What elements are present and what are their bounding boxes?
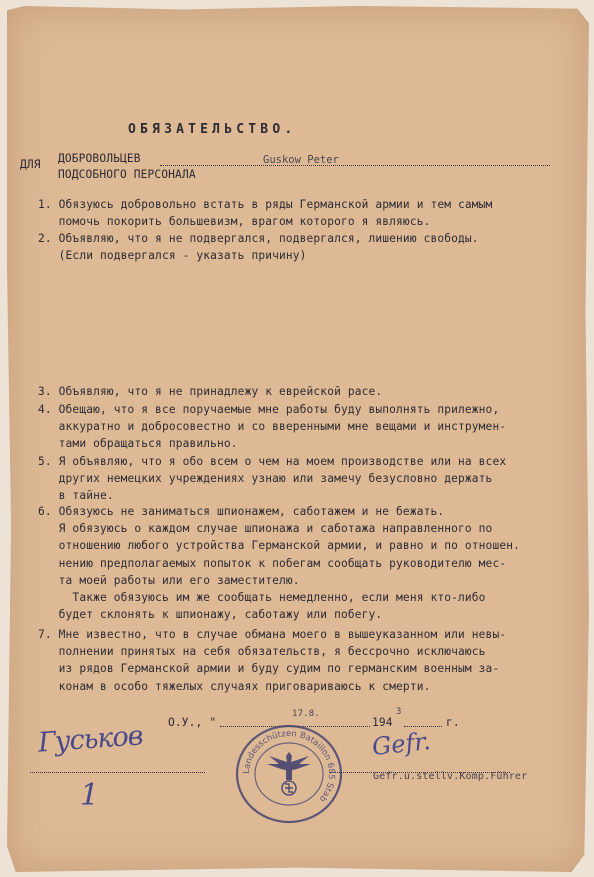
- handwritten-signature-left: Гуськов: [37, 720, 144, 759]
- signatory-title: Gefr.u.stellv.Komp.Führer: [373, 771, 528, 782]
- place-prefix: О.У., ": [168, 716, 217, 729]
- item-2-line-1: 2. Объявляю, что я не подвергался, подвергался, лишению свободы.: [38, 232, 479, 245]
- handwritten-mark: 1: [80, 778, 100, 813]
- item-6-line-6: Также обязуюсь им же сообщать немедленно, если меня кто-либо: [38, 591, 486, 604]
- year-digit: 3: [396, 707, 402, 717]
- name-dotted-line: [160, 165, 550, 166]
- item-1-line-1: 1. Обязуюсь добровольно встать в ряды Германской армии и тем самым: [38, 198, 493, 211]
- for-prefix: ДЛЯ: [20, 158, 41, 171]
- year-suffix: г.: [446, 716, 460, 729]
- item-3-line-1: 3. Объявляю, что я не принадлежу к еврейской расе.: [38, 385, 383, 398]
- recipient-line-2: ПОДСОБНОГО ПЕРСОНАЛА: [58, 168, 196, 181]
- year-prefix: 194: [372, 716, 393, 729]
- item-2-line-2: (Если подвергался - указать причину): [38, 249, 307, 263]
- item-6-line-2: Я обязуюсь о каждом случае шпионажа и саботажа направленного по: [38, 522, 493, 536]
- name-field: Guskow Peter: [263, 154, 339, 166]
- item-5-line-1: 5. Я объявляю, что я обо всем о чем на моем производстве или на всех: [38, 455, 507, 468]
- document-title: ОБЯЗАТЕЛЬСТВО.: [128, 122, 297, 137]
- item-5-line-3: в тайне.: [38, 489, 114, 503]
- item-6-line-7: будет склонять к шпионажу, саботажу или побегу.: [38, 608, 383, 622]
- recipient-line-1: ДОБРОВОЛЬЦЕВ: [58, 152, 141, 165]
- item-4-line-3: тами обращаться правильно.: [38, 437, 238, 451]
- handwritten-signature-right: Gefr.: [370, 727, 433, 761]
- left-signature-line: [30, 772, 205, 773]
- item-7-line-4: конам в особо тяжелых случаях приговариваюсь к смерти.: [38, 679, 431, 693]
- item-6-line-5: та моей работы или его заместителю.: [38, 573, 300, 587]
- svg-text:Landesschützen Bataillon 685 S: Landesschützen Bataillon 685 Stab: [241, 728, 337, 804]
- item-6-line-4: нению предполагаемых попыток к побегам сообщать руководителю мес-: [38, 556, 507, 570]
- item-4-line-1: 4. Обещаю, что я все поручаемые мне работы буду выполнять прилежно,: [38, 403, 500, 416]
- item-4-line-2: аккуратно и добросовестно и со вверенными мне вещами и инструмен-: [38, 420, 507, 434]
- item-6-line-1: 6. Обязуюсь не заниматься шпионажем, саботажем и не бежать.: [38, 505, 445, 518]
- item-1-line-2: помочь покорить большевизм, врагом которого я являюсь.: [38, 215, 431, 229]
- item-7-line-3: из рядов Германской армии и буду судим по германским военным за-: [38, 662, 500, 676]
- item-7-line-2: полнении принятых на себя обязательств, я бессрочно исключаюсь: [38, 645, 486, 659]
- item-5-line-2: других немецких учреждениях узнаю или замечу безусловно держать: [38, 472, 493, 486]
- item-6-line-3: отношению любого устройства Германской армии, и равно и по отношен.: [38, 539, 520, 553]
- day-value: 17.8.: [292, 709, 320, 719]
- stamp-seal: [233, 722, 345, 826]
- item-7-line-1: 7. Мне известно, что в случае обмана моего в вышеуказанном или невы-: [38, 628, 507, 641]
